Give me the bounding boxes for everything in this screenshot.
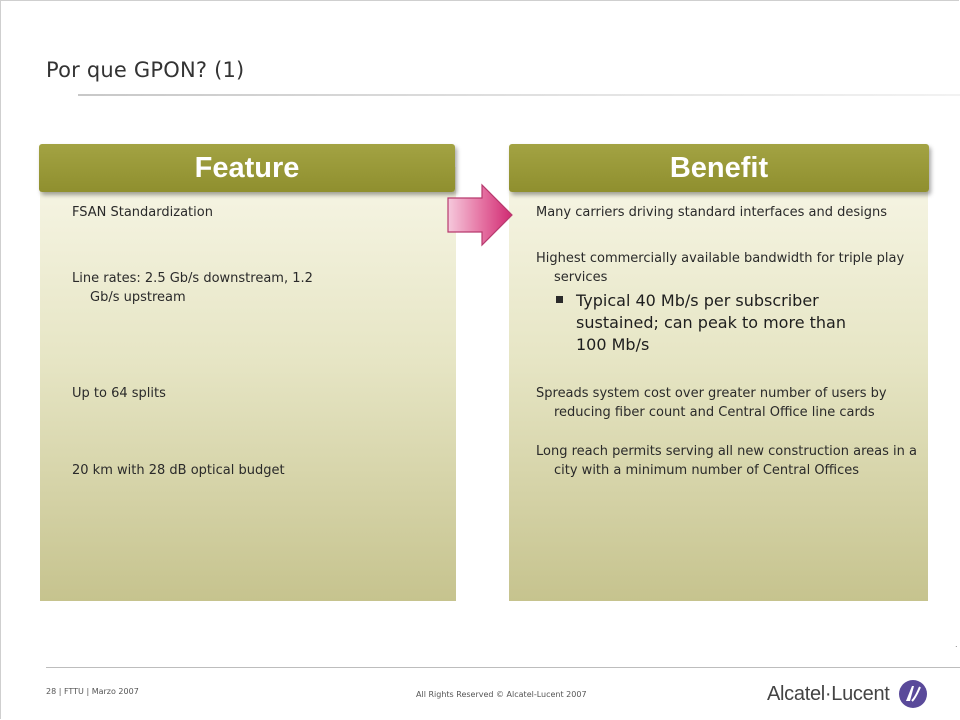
footer-page-info: 28 | FTTU | Marzo 2007: [46, 687, 139, 696]
feature-item: FSAN Standardization: [72, 205, 213, 220]
corner-mark: .: [955, 640, 958, 649]
footer-divider: [46, 667, 960, 668]
feature-item: Line rates: 2.5 Gb/s downstream, 1.2 Gb/s upstream: [72, 271, 313, 305]
benefit-sub-bullet-text: Typical 40 Mb/s per subscriber sustained; can peak to more than 100 Mb/s: [576, 291, 846, 354]
feature-header: Feature: [39, 144, 455, 192]
benefit-header: Benefit: [509, 144, 929, 192]
title-divider: [78, 94, 960, 96]
feature-item: Up to 64 splits: [72, 386, 166, 401]
benefit-item: Highest commercially available bandwidth for triple play services: [536, 251, 905, 285]
alcatel-lucent-logo-icon: [898, 679, 928, 709]
footer-copyright: All Rights Reserved © Alcatel-Lucent 2007: [416, 690, 587, 699]
logo-wordmark: Alcatel·Lucent: [767, 682, 890, 705]
benefit-item: Many carriers driving standard interfaces and designs: [536, 205, 887, 220]
benefit-sub-bullet: [576, 290, 876, 356]
company-logo: [767, 676, 928, 712]
slide-title: Por que GPON? (1): [46, 58, 245, 82]
right-arrow-icon: [444, 182, 516, 248]
feature-item: 20 km with 28 dB optical budget: [72, 463, 285, 478]
square-bullet-icon: [556, 296, 563, 303]
benefit-item: Long reach permits serving all new construction areas in a city with a minimum number of Central Offices: [536, 444, 917, 478]
benefit-item: Spreads system cost over greater number of users by reducing fiber count and Central Office line cards: [536, 386, 887, 420]
